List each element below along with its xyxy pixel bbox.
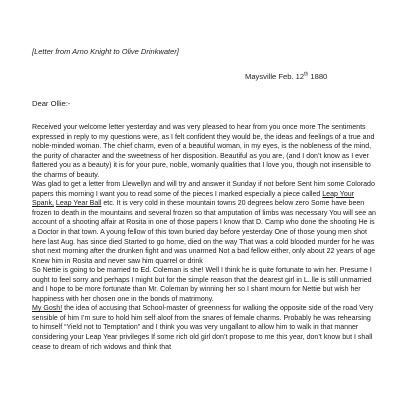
underlined-my-gosh: My Gosh!	[32, 305, 63, 313]
paragraph-2-part-a: Was glad to get a letter from Llewellyn and will try and answer it Sunday if not before Sent him some Colorado papers this morning I want you to read some of the pieces I marked especially a piece called	[32, 181, 375, 198]
paragraph-3: So Nettie is going to be married to Ed. Coleman is she! Well I think he is quite fortunate to win her. Presume I ought to feel sorry and perhaps I might but for the simple reason that the dearest girl in L..lle is still unmarried and I hope to be more fortunate than Mr. Coleman by winning her so I shant mourn for Nettie but wish her happiness with her chosen one in the bonds of matrimony.	[32, 267, 372, 303]
letter-caption: [Letter from Arno Knight to Olive Drinkwater]	[32, 47, 179, 56]
paragraph-4	[32, 304, 377, 352]
underlined-leap-year-ball: Leap Year Ball	[55, 200, 102, 208]
paragraph-2-part-b: etc. It is very cold in these mountain towns 20 degrees below zero Some have been frozen to death in the mountains and several frozen so that amputation of limbs was necessary You will see an account of a shooting affair at Rosita in one of those papers I know that D. Camp who done the shooting He is a Doctor in that town. A young fellow of this town buried day before yesterday One of those young men shot here last Aug. has since died Started to go home, died on the way That was a cold blooded murder for he was shot next morning after the drunken fight and was unarmed Not a bad fellow either, only about 22 years of age Knew him in Rosita and never saw him quarrel or drink	[32, 200, 376, 265]
letter-date	[245, 72, 327, 81]
paragraph-2	[32, 180, 377, 266]
date-year: 1880	[310, 72, 328, 81]
letter-body	[32, 123, 377, 352]
paragraph-1: Received your welcome letter yesterday and was very pleased to hear from you once more The sentiments expressed in reply to my questions were, as I felt confident they would be, the ideas and feelings of a true and noble-minded woman. The chief charm, even of a beautiful woman, in my eyes, is the nobleness of the mind, the purity of character and the sweetness of her disposition. Beautiful as you are, (and I don’t know as I ever flattered you as a beauty) it is for your pure, noble, womanly qualities that I love you, though not insensible to the charms of beauty.	[32, 124, 375, 179]
underlined-leap-your-spank: Leap Your Spank,	[32, 190, 355, 208]
paragraph-4-rest: the idea of accusing that School-master of greenness for walking the opposite side of the road Very sensible of him I’m sure to hold him self aloof from the snares of female charms. Probably he was rehearsing to himself “Yield not to Temptation” and I think you was very ungallant to allow him to walk in that manner considering your Leap Year privileges If some rich old girl don’t propose to me this year, don’t know but I shall cease to dream of rich widows and think that	[32, 305, 374, 351]
date-place-month: Maysville Feb. 12	[245, 72, 305, 81]
date-ordinal: th	[304, 71, 309, 78]
letter-salutation: Dear Ollie:-	[32, 99, 71, 108]
